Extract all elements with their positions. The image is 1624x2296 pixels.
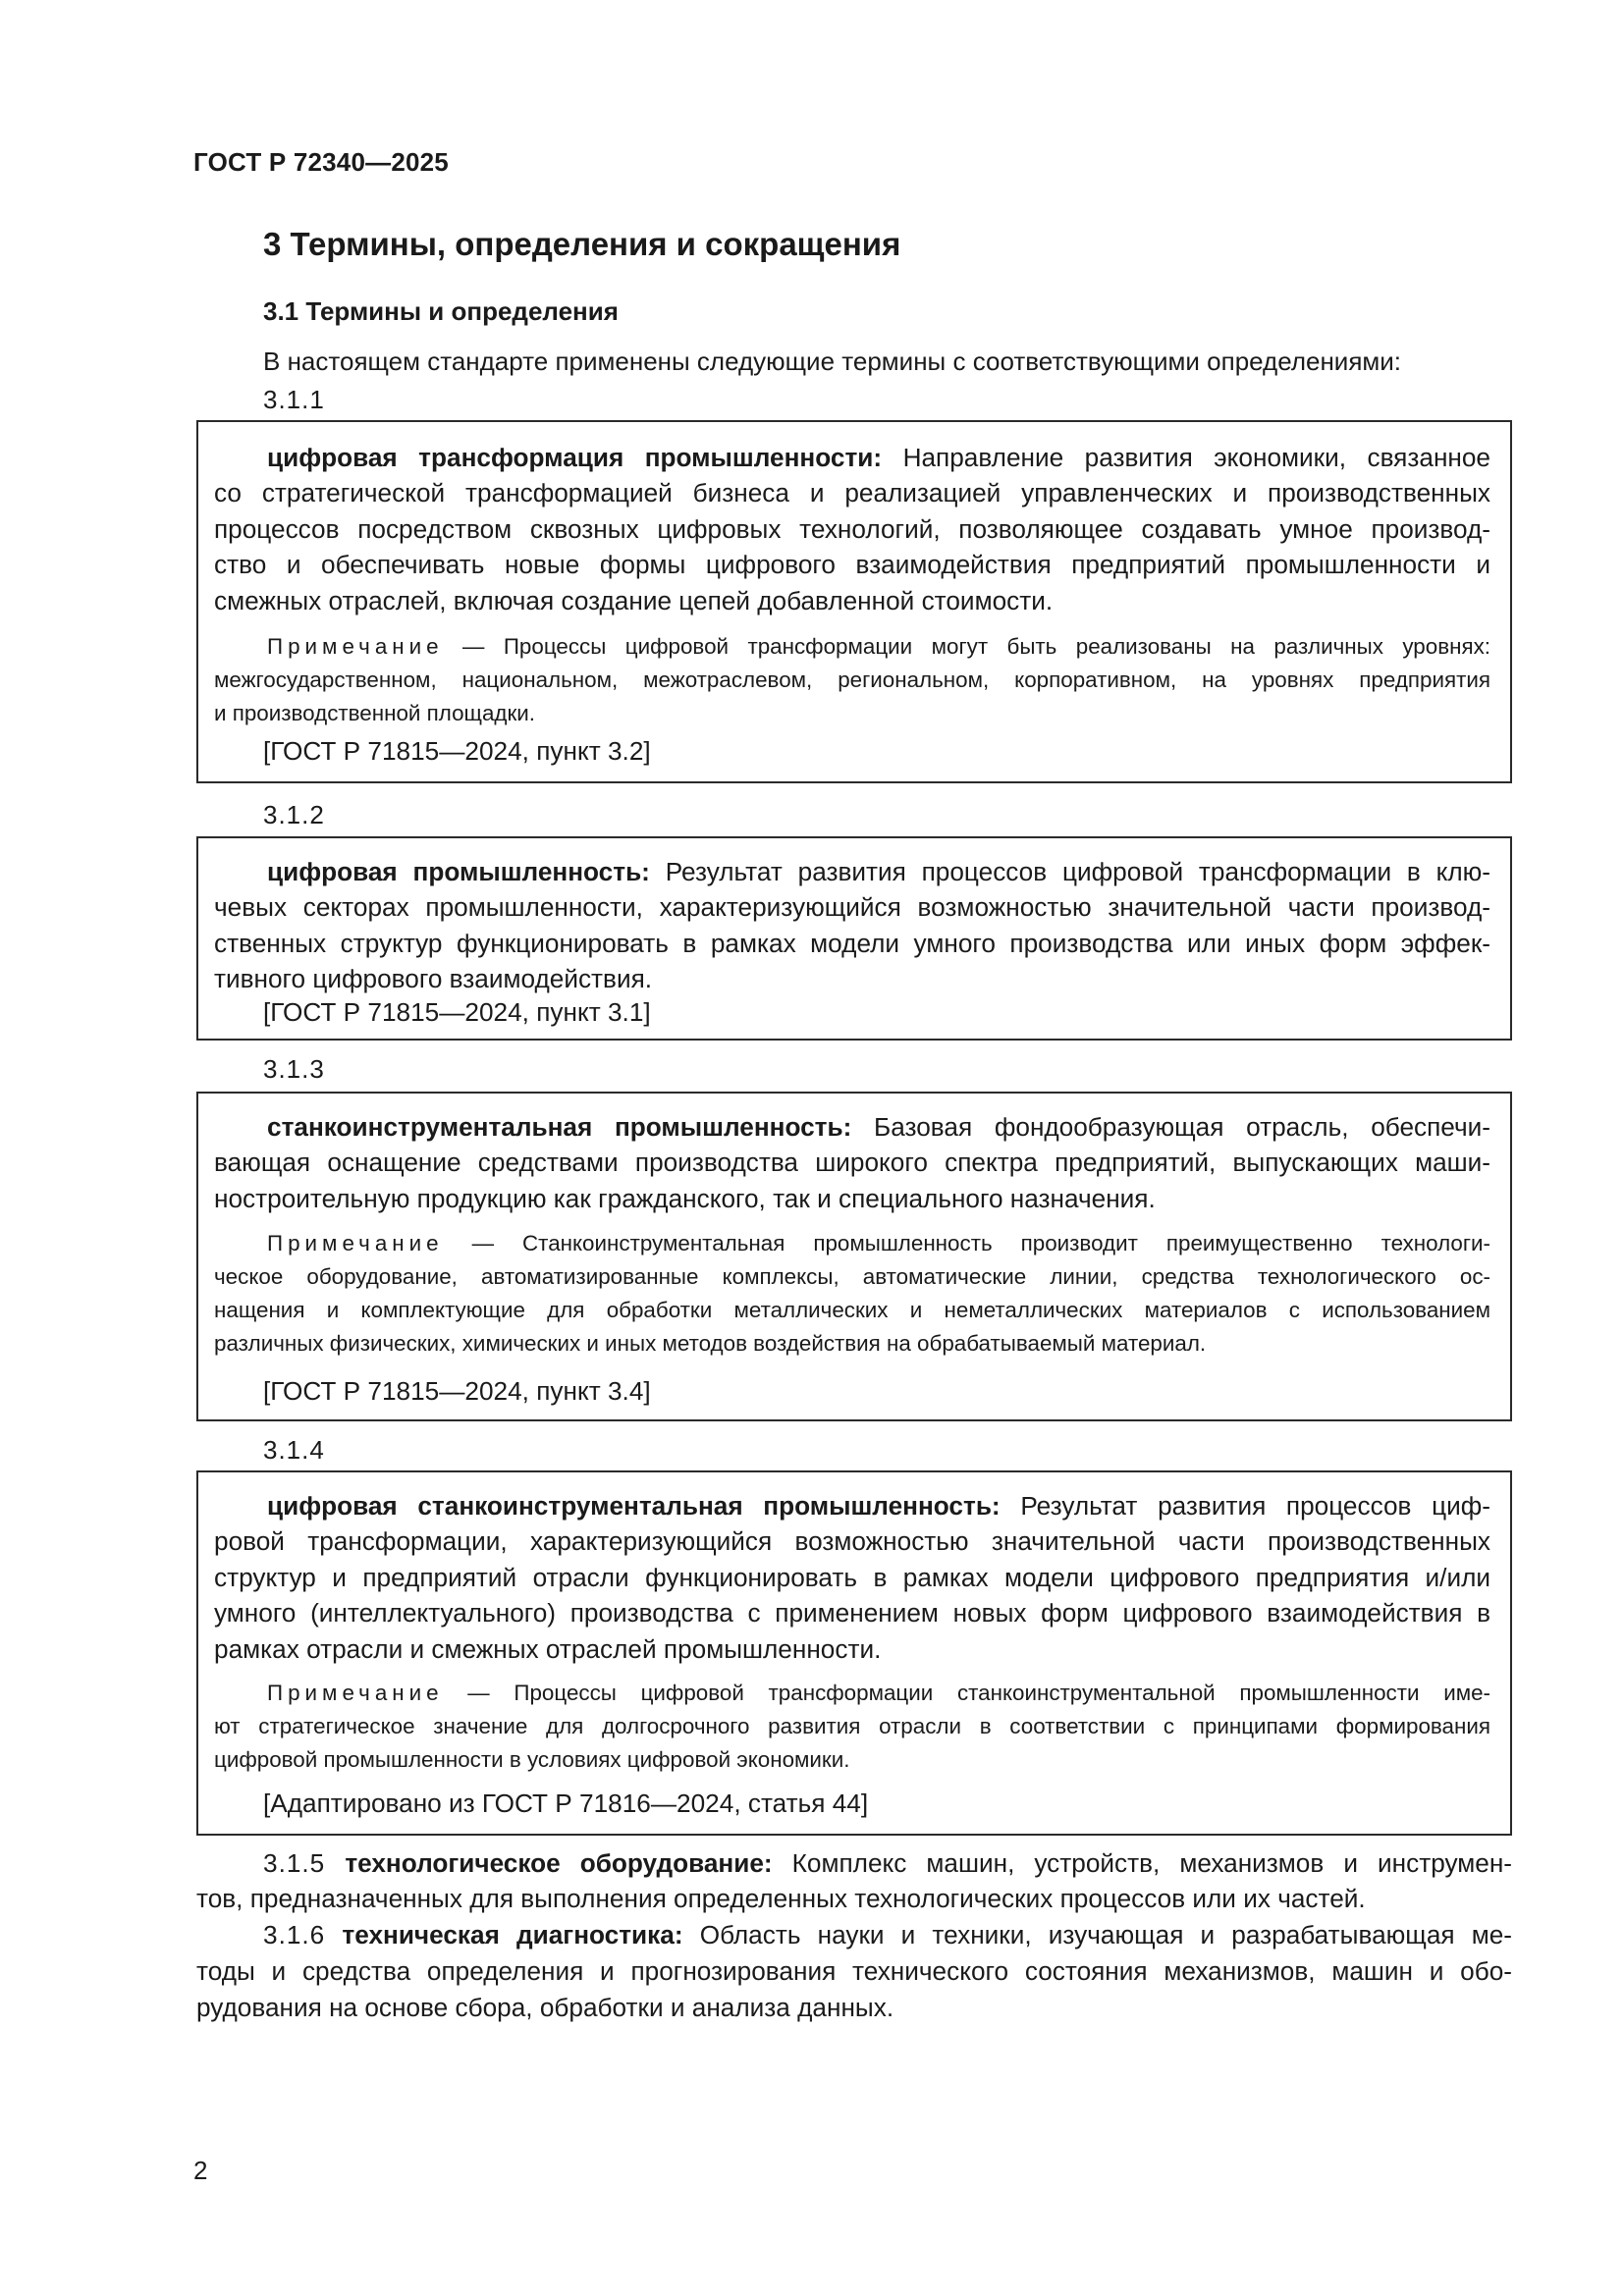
- definition-line: ностроительную продукцию как гражданского, так и специального назначения.: [214, 1183, 1156, 1213]
- term-definition-cont: [214, 889, 1490, 997]
- subsection-title: 3.1 Термины и определения: [263, 296, 619, 326]
- note-line: нащения и комплектующие для обработки металлических и неметаллических материалов с использованием: [214, 1298, 1490, 1322]
- definition-line: умного (интеллектуального) производства с применением новых форм цифрового взаимодействия в: [214, 1598, 1490, 1628]
- term-definition: [267, 854, 1490, 890]
- definition-line: цифровая трансформация промышленности: Направление развития экономики, связанное: [267, 443, 1490, 472]
- term-box-1: [196, 420, 1512, 783]
- term-definition: [267, 440, 1490, 476]
- term-number: 3.1.5: [263, 1848, 326, 1878]
- note-label: Примечание: [267, 1681, 444, 1705]
- definition-line: тов, предназначенных для выполнения определенных технологических процессов или их частей.: [196, 1884, 1366, 1913]
- note-line: различных физических, химических и иных методов воздействия на обрабатываемый материал.: [214, 1331, 1207, 1356]
- term-note-cont: [214, 1710, 1490, 1777]
- definition-line: вающая оснащение средствами производства широкого спектра предприятий, выпускающих маши-: [214, 1148, 1490, 1177]
- term-paragraph-6-cont: [196, 1953, 1512, 2025]
- term-source-ref: [Адаптировано из ГОСТ Р 71816—2024, статья 44]: [263, 1789, 869, 1818]
- term-definition-cont: [214, 1145, 1490, 1216]
- term-number: 3.1.3: [263, 1054, 325, 1084]
- definition-line: ство и обеспечивать новые формы цифрового взаимодействия предприятий промышленности и: [214, 550, 1490, 579]
- note-line: ют стратегическое значение для долгосрочного развития отрасли в соответствии с принципами формирования: [214, 1714, 1490, 1738]
- note-line: ческое оборудование, автоматизированные комплексы, автоматические линии, средства технологического ос-: [214, 1264, 1490, 1289]
- note-line: и производственной площадки.: [214, 701, 536, 725]
- term-title: технологическое оборудование:: [345, 1848, 773, 1878]
- term-number: 3.1.6: [263, 1920, 326, 1949]
- term-definition: [267, 1109, 1490, 1146]
- note-label: Примечание: [267, 634, 444, 659]
- note-line: цифровой промышленности в условиях цифровой экономики.: [214, 1747, 850, 1772]
- term-paragraph-6: [263, 1917, 1512, 1953]
- term-paragraph-5: [263, 1845, 1512, 1882]
- definition-line: рудования на основе сбора, обработки и анализа данных.: [196, 1992, 894, 2022]
- definition-line: рамках отрасли и смежных отраслей промышленности.: [214, 1633, 882, 1664]
- definition-line: цифровая промышленность: Результат развития процессов цифровой трансформации в клю-: [267, 857, 1491, 886]
- term-number: 3.1.2: [263, 800, 325, 829]
- definition-line: смежных отраслей, включая создание цепей добавленной стоимости.: [214, 585, 1054, 615]
- intro-paragraph: В настоящем стандарте применены следующие термины с соответствующими определениями:: [263, 347, 1402, 376]
- note-line: Примечание — Процессы цифровой трансформации станкоинструментальной промышленности име-: [267, 1681, 1490, 1705]
- term-definition: [267, 1488, 1490, 1524]
- definition-line: процессов посредством сквозных цифровых технологий, позволяющее создавать умное производ-: [214, 513, 1490, 544]
- term-paragraph-5-cont: [196, 1881, 1512, 1917]
- note-line: Примечание — Процессы цифровой трансформации могут быть реализованы на различных уровнях:: [267, 634, 1490, 659]
- note-line: межгосударственном, национальном, межотраслевом, региональном, корпоративном, на уровнях предприятия: [214, 667, 1490, 692]
- term-note: [267, 630, 1490, 664]
- note-label: Примечание: [267, 1231, 444, 1255]
- term-title: техническая диагностика:: [342, 1920, 683, 1949]
- term-note-cont: [214, 1260, 1490, 1361]
- term-box-4: [196, 1470, 1512, 1836]
- term-title: станкоинструментальная промышленность:: [267, 1112, 852, 1142]
- term-number: 3.1.1: [263, 385, 325, 414]
- term-box-2: [196, 836, 1512, 1041]
- document-code-header: ГОСТ Р 72340—2025: [193, 147, 449, 177]
- definition-line: станкоинструментальная промышленность: Базовая фондообразующая отрасль, обеспечи-: [267, 1112, 1490, 1142]
- page-number: 2: [193, 2156, 208, 2185]
- term-source-ref: [ГОСТ Р 71815—2024, пункт 3.4]: [263, 1376, 651, 1406]
- definition-line: 3.1.6 техническая диагностика: Область науки и техники, изучающая и разрабатывающая ме-: [263, 1920, 1513, 1949]
- term-title: цифровая трансформация промышленности:: [267, 443, 883, 472]
- term-title: цифровая промышленность:: [267, 857, 650, 886]
- definition-line: 3.1.5 технологическое оборудование: Комплекс машин, устройств, механизмов и инструмен-: [263, 1848, 1513, 1878]
- note-line: Примечание — Станкоинструментальная промышленность производит преимущественно технологи-: [267, 1231, 1490, 1255]
- definition-line: структур и предприятий отрасли функционировать в рамках модели цифрового предприятия и/или: [214, 1562, 1490, 1592]
- term-note: [267, 1227, 1490, 1260]
- definition-line: тивного цифрового взаимодействия.: [214, 964, 653, 993]
- definition-line: цифровая станкоинструментальная промышленность: Результат развития процессов циф-: [267, 1491, 1491, 1521]
- term-note: [267, 1677, 1490, 1710]
- term-source-ref: [ГОСТ Р 71815—2024, пункт 3.1]: [263, 997, 651, 1027]
- definition-line: ственных структур функционировать в рамках модели умного производства или иных форм эффек-: [214, 928, 1490, 958]
- term-definition-cont: [214, 475, 1490, 618]
- section-title: 3 Термины, определения и сокращения: [263, 226, 901, 262]
- term-title: цифровая станкоинструментальная промышленность:: [267, 1491, 1001, 1521]
- term-definition-cont: [214, 1523, 1490, 1667]
- term-box-3: [196, 1092, 1512, 1421]
- term-note-cont: [214, 664, 1490, 730]
- definition-line: тоды и средства определения и прогнозирования технического состояния механизмов, машин и обо-: [196, 1956, 1512, 1986]
- definition-line: со стратегической трансформацией бизнеса и реализацией управленческих и производственных: [214, 478, 1490, 507]
- definition-line: чевых секторах промышленности, характеризующийся возможностью значительной части производ-: [214, 892, 1490, 922]
- term-number: 3.1.4: [263, 1435, 325, 1465]
- term-source-ref: [ГОСТ Р 71815—2024, пункт 3.2]: [263, 736, 651, 766]
- definition-line: ровой трансформации, характеризующийся возможностью значительной части производственных: [214, 1526, 1490, 1556]
